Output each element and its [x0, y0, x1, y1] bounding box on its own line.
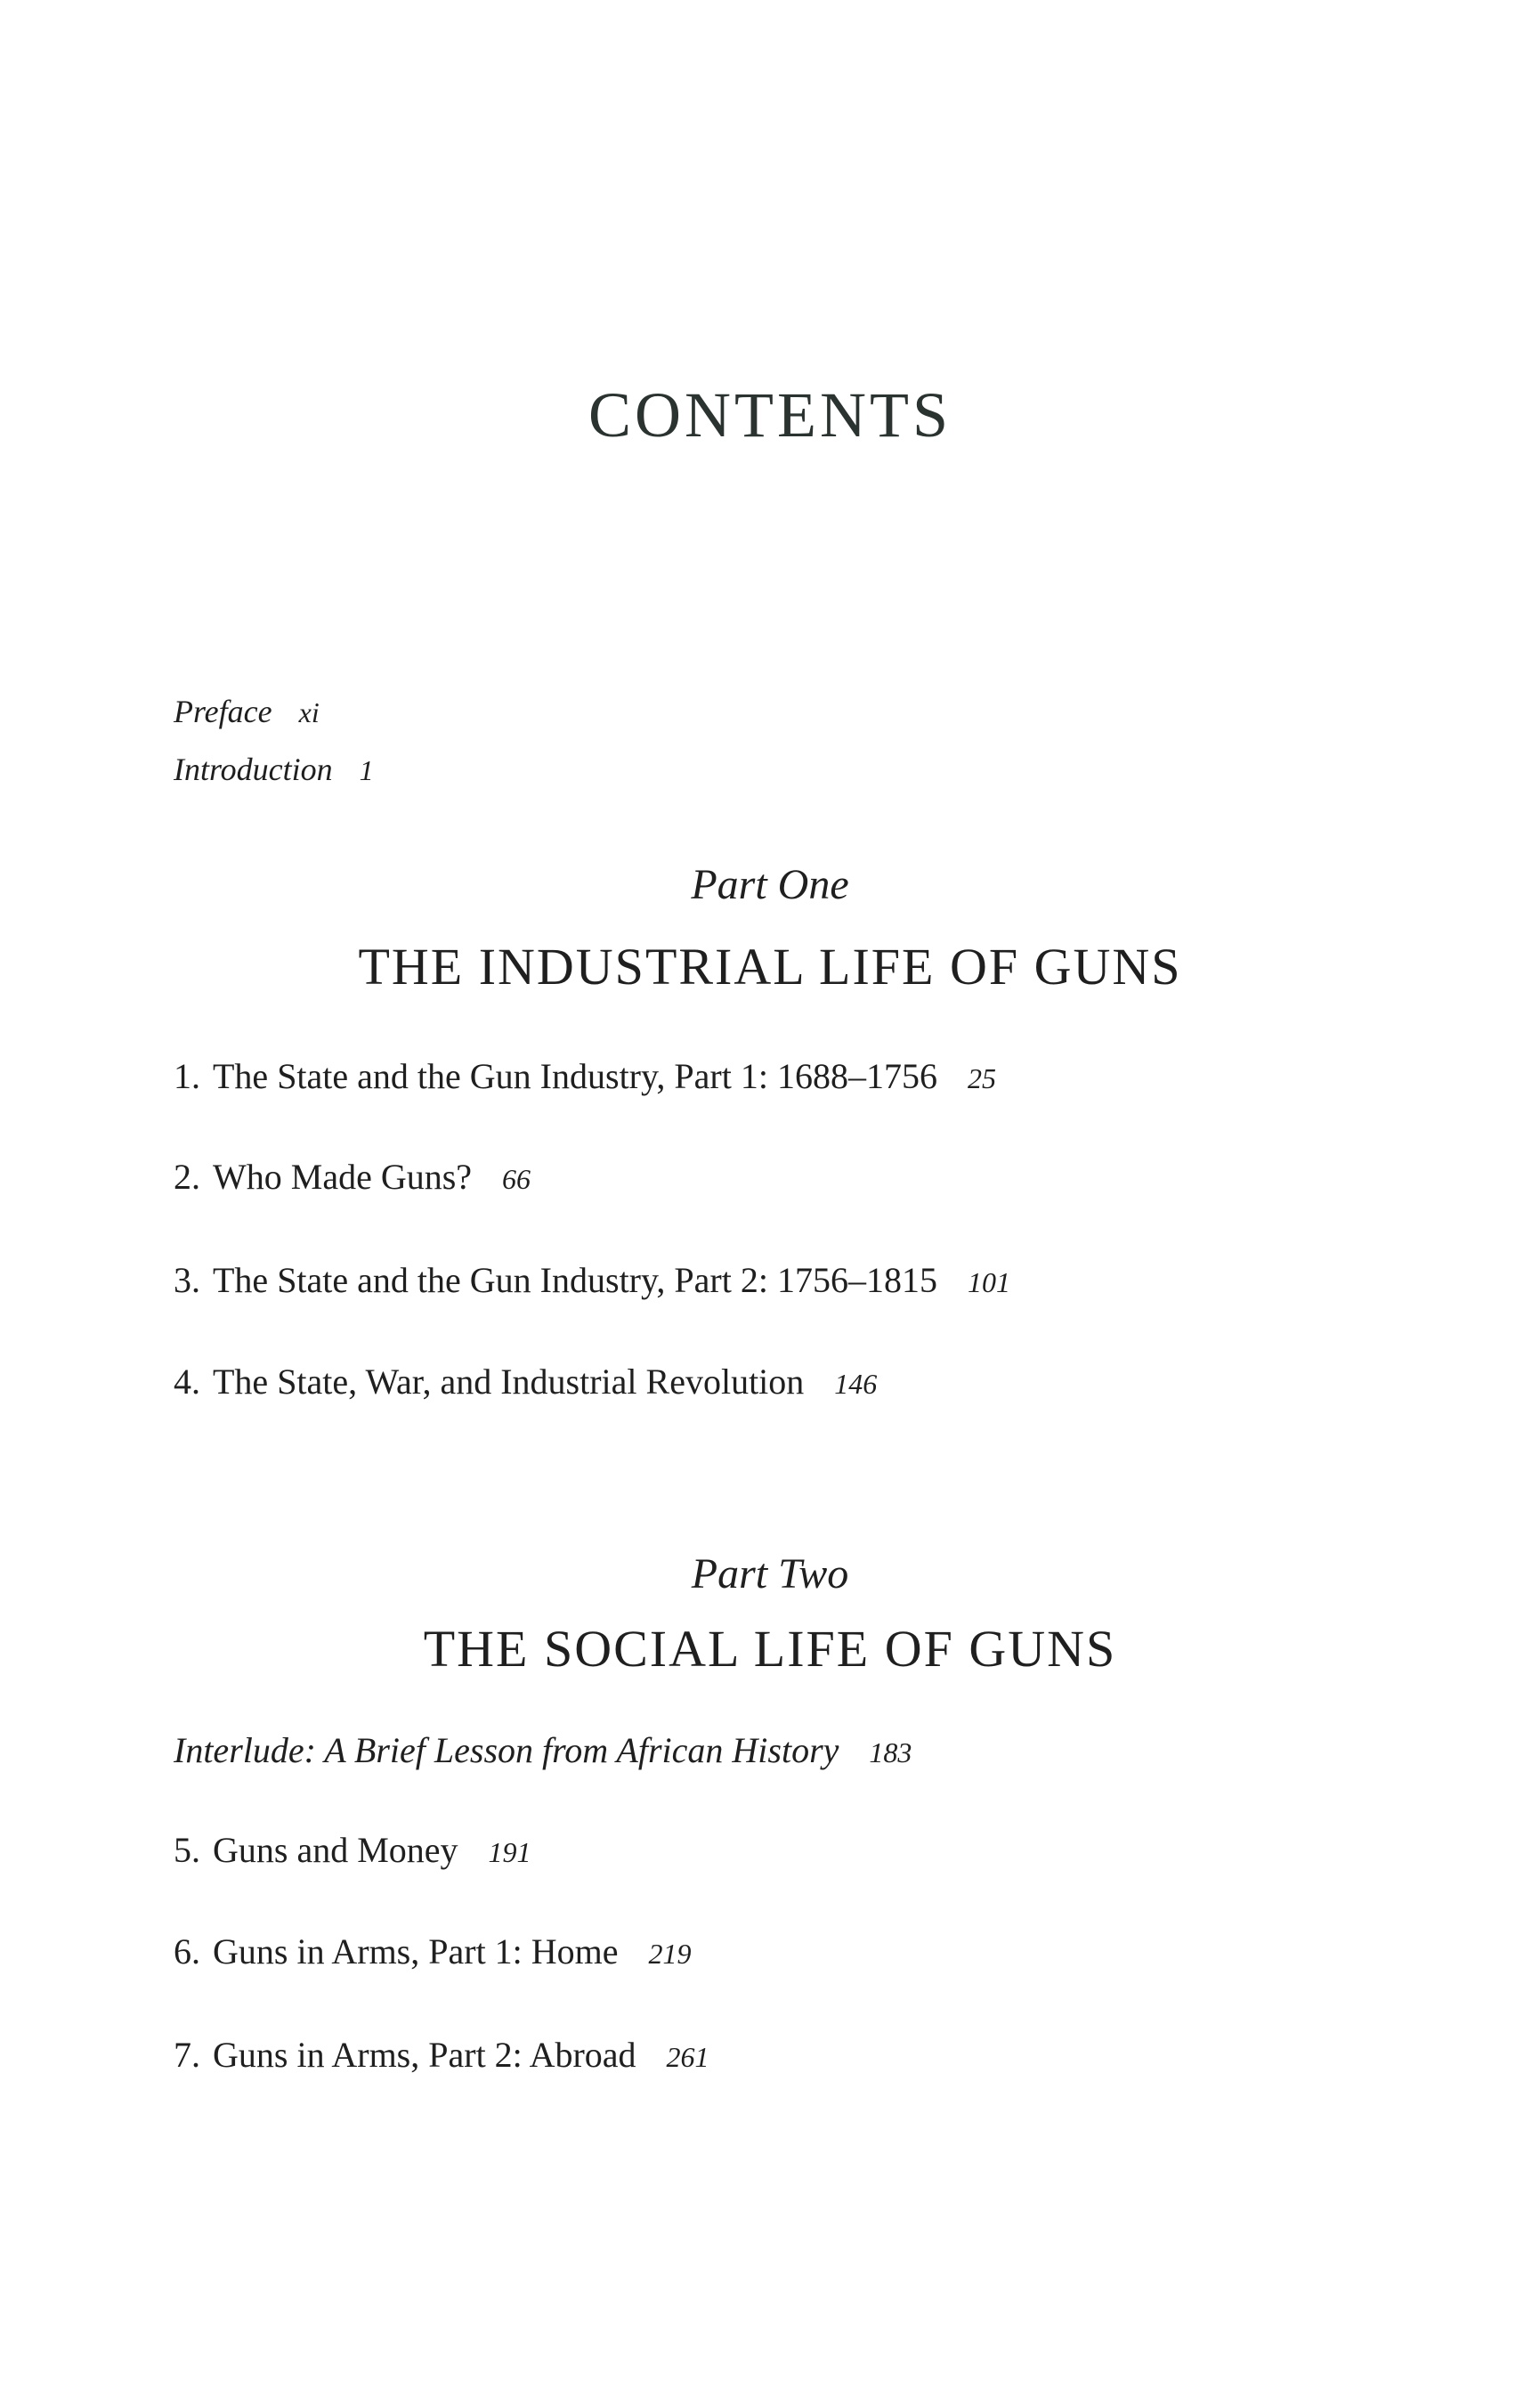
entry-title: The State and the Gun Industry, Part 2: 1756–1815 [213, 1260, 937, 1300]
entry-page-number: 66 [502, 1163, 531, 1195]
toc-entry-chapter-1 [174, 1055, 996, 1097]
chapter-number: 5. [174, 1830, 200, 1870]
toc-entry-chapter-4 [174, 1361, 877, 1402]
chapter-number: 2. [174, 1157, 200, 1197]
toc-entry-chapter-6 [174, 1931, 692, 1972]
chapter-number: 3. [174, 1260, 200, 1300]
entry-page-number: 219 [648, 1938, 692, 1970]
toc-entry-interlude [174, 1729, 912, 1771]
chapter-number: 7. [174, 2035, 200, 2075]
entry-title: Preface [174, 694, 272, 729]
part-one-title: THE INDUSTRIAL LIFE OF GUNS [358, 938, 1182, 996]
entry-page-number: 183 [869, 1736, 912, 1768]
chapter-number: 1. [174, 1056, 200, 1096]
toc-entry-chapter-2 [174, 1156, 531, 1198]
entry-page-number: 146 [834, 1368, 878, 1400]
page-title: CONTENTS [588, 379, 952, 451]
entry-page-number: xi [298, 696, 320, 728]
chapter-number: 4. [174, 1362, 200, 1402]
entry-title: Guns in Arms, Part 1: Home [213, 1931, 619, 1971]
entry-title: The State, War, and Industrial Revolution [213, 1362, 805, 1402]
part-two-label: Part Two [691, 1550, 849, 1597]
chapter-number: 6. [174, 1931, 200, 1971]
entry-page-number: 1 [359, 754, 374, 786]
toc-entry-chapter-5 [174, 1829, 531, 1871]
entry-page-number: 191 [488, 1836, 531, 1868]
entry-title: Guns and Money [213, 1830, 458, 1870]
entry-title: Who Made Guns? [213, 1157, 473, 1197]
part-one-label: Part One [691, 861, 849, 908]
toc-entry-preface [174, 693, 320, 730]
entry-title: Interlude: A Brief Lesson from African History [174, 1730, 839, 1770]
entry-title: Introduction [174, 752, 333, 787]
entry-title: Guns in Arms, Part 2: Abroad [213, 2035, 636, 2075]
toc-entry-chapter-3 [174, 1259, 1010, 1301]
toc-entry-chapter-7 [174, 2034, 709, 2076]
entry-page-number: 25 [967, 1062, 996, 1094]
toc-entry-introduction [174, 751, 374, 788]
entry-page-number: 101 [967, 1266, 1010, 1298]
entry-page-number: 261 [666, 2041, 709, 2073]
part-two-title: THE SOCIAL LIFE OF GUNS [423, 1620, 1117, 1678]
entry-title: The State and the Gun Industry, Part 1: 1688–1756 [213, 1056, 937, 1096]
